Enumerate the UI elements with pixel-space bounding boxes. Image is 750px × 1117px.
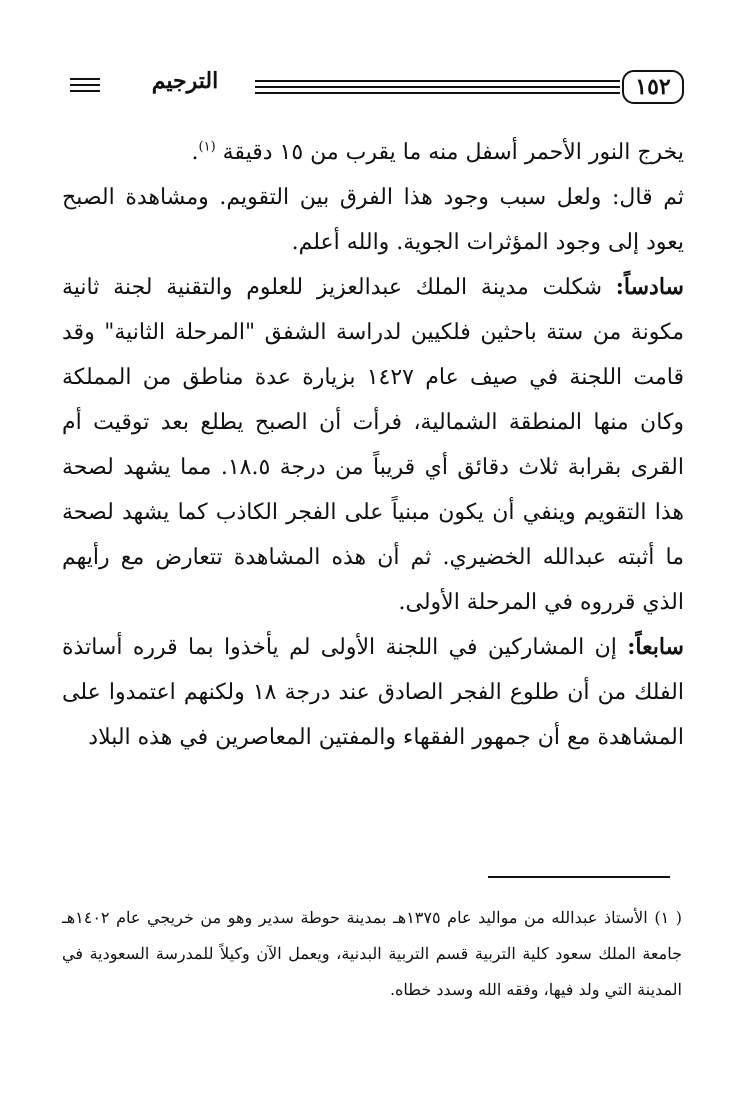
body-text (62, 130, 684, 760)
header-rule (70, 84, 100, 86)
paragraph-text: ثم قال: ولعل سبب وجود هذا الفرق بين التقويم. ومشاهدة الصبح يعود إلى وجود المؤثرات الجوية. والله أعلم. (62, 185, 684, 255)
header-rule (255, 80, 620, 82)
paragraph (62, 175, 684, 265)
page-header (60, 62, 690, 112)
page-number: ١٥٢ (622, 70, 684, 104)
header-rule (70, 78, 100, 80)
paragraph-text: يخرج النور الأحمر أسفل منه ما يقرب من ١٥ دقيقة (222, 140, 684, 165)
footnote-separator (488, 876, 670, 878)
running-title: الترجيم (151, 68, 219, 94)
header-rule (70, 90, 100, 92)
paragraph: يخرج النور الأحمر أسفل منه ما يقرب من ١٥ دقيقة $^{(١)}$. (191, 139, 684, 165)
footnote-ref: (١) (198, 139, 216, 155)
paragraph-lead: سادساً: (615, 274, 684, 300)
paragraph-lead: سابعاً: (627, 634, 684, 660)
footnotes (62, 900, 682, 1008)
header-rule (255, 92, 620, 94)
header-rule (255, 86, 620, 88)
paragraph-text: إن المشاركين في اللجنة الأولى لم يأخذوا بما قرره أساتذة الفلك من أن طلوع الفجر الصادق عند درجة ١٨ ولكنهم اعتمدوا على المشاهدة مع أن جمهور الفقهاء والمفتين المعاصرين في هذه البلاد (62, 635, 684, 750)
paragraph (62, 625, 684, 760)
paragraph-text: شكلت مدينة الملك عبدالعزيز للعلوم والتقنية لجنة ثانية مكونة من ستة باحثين فلكيين لدراسة الشفق "المرحلة الثانية" وقد قامت اللجنة في صيف عام ١٤٢٧ بزيارة عدة مناطق من المملكة وكان منها المنطقة الشمالية، فرأت أن الصبح يطلع بعد توقيت أم القرى بقرابة ثلاث دقائق أي قريباً من درجة ١٨.٥. مما يشهد لصحة هذا التقويم وينفي أن يكون مبنياً على الفجر الكاذب كما يشهد لصحة ما أثبته عبدالله الخضيري. ثم أن هذه المشاهدة تتعارض مع رأيهم الذي قرروه في المرحلة الأولى. (62, 275, 684, 615)
footnote: ( ١) الأستاذ عبدالله من مواليد عام ١٣٧٥هـ بمدينة حوطة سدير وهو من خريجي عام ١٤٠٢هـ جامعة الملك سعود كلية التربية قسم التربية البدنية، ويعمل الآن وكيلاً للمدرسة السعودية في المدينة التي ولد فيها، وفقه الله وسدد خطاه. (62, 908, 683, 999)
paragraph (62, 265, 684, 625)
